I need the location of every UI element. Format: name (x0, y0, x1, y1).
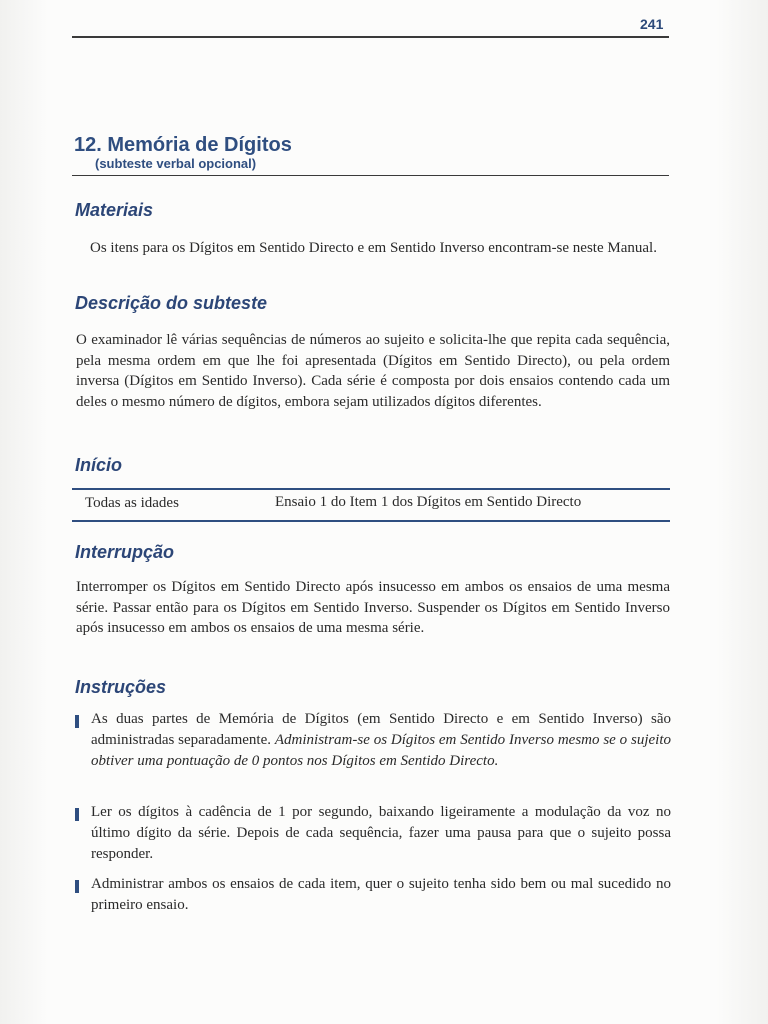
bullet-marker (75, 808, 79, 821)
descricao-text: O examinador lê várias sequências de números ao sujeito e solicita-lhe que repita cada sequência, pela mesma ordem em que lhe foi apresentada (Dígitos em Sentido Directo), ou pela ordem inversa (Dígitos em Sentido Inverso). Cada série é composta por dois ensaios contendo cada um deles o mesmo número de dígitos, embora sejam utilizados dígitos diferentes. (76, 332, 670, 410)
heading-interrupcao: Interrupção (75, 542, 175, 562)
page-edge-shadow-left (0, 0, 48, 1024)
instruction-item (91, 802, 671, 865)
heading-materiais: Materiais (75, 200, 154, 220)
page-number: 241 (640, 16, 664, 32)
section-title: 12. Memória de Dígitos (74, 134, 292, 156)
materiais-text: Os itens para os Dígitos em Sentido Directo e em Sentido Inverso encontram-se neste Manual. (90, 240, 657, 256)
header-rule (72, 36, 669, 38)
start-point: Ensaio 1 do Item 1 dos Dígitos em Sentido Directo (275, 494, 582, 510)
instruction-item (91, 709, 671, 772)
instruction-text: Administrar ambos os ensaios de cada item, quer o sujeito tenha sido bem ou mal sucedido no primeiro ensaio. (91, 876, 671, 913)
bullet-marker (75, 880, 79, 893)
heading-instrucoes: Instruções (75, 677, 167, 697)
instruction-text: Ler os dígitos à cadência de 1 por segundo, baixando ligeiramente a modulação da voz no último dígito da série. Depois de cada sequência, fazer uma pausa para que o sujeito possa responder. (91, 804, 671, 862)
section-subtitle: (subteste verbal opcional) (95, 156, 257, 171)
page-edge-shadow-right (716, 0, 768, 1024)
start-age: Todas as idades (85, 495, 179, 511)
heading-inicio: Início (75, 455, 123, 475)
instruction-item (91, 874, 671, 916)
interrupcao-text: Interromper os Dígitos em Sentido Directo após insucesso em ambos os ensaios de uma mesma série. Passar então para os Dígitos em Sentido Inverso. Suspender os Dígitos em Sentido Inverso após insucesso em ambos os ensaios de uma mesma série. (76, 579, 670, 636)
instruction-italic-text: Administram-se os Dígitos em Sentido Inverso mesmo se o sujeito obtiver uma pontuação de 0 pontos nos Dígitos em Sentido Directo. (91, 732, 671, 769)
bullet-marker (75, 715, 79, 728)
start-table (72, 488, 670, 522)
heading-descricao: Descrição do subteste (75, 293, 268, 313)
instruction-text: As duas partes de Memória de Dígitos (em Sentido Directo e em Sentido Inverso) são administradas separadamente. (91, 711, 671, 748)
title-rule (72, 175, 669, 176)
